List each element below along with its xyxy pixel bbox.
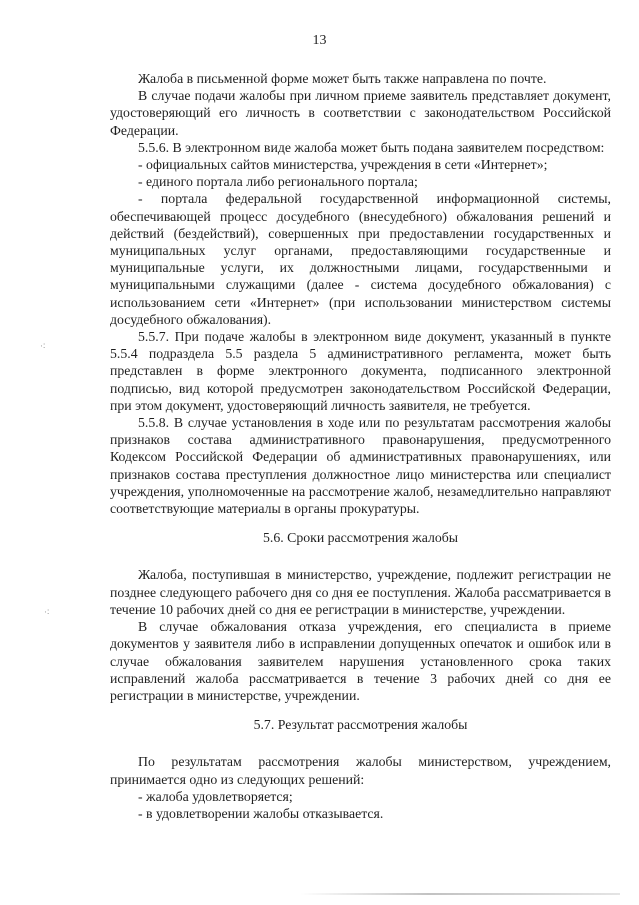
list-item: - единого портала либо регионального портала;: [138, 174, 418, 190]
paragraph: В случае обжалования отказа учреждения, его специалиста в приеме документов у заявителя либо в исправлении допущенных опечаток и ошибок или в случае обжалования заявителем нарушения установленного срока таких исправлений жалоба рассматривается в течение 3 рабочих дней со дня ее регистрации в министерстве, учреждении.: [110, 619, 611, 703]
section-heading-5-6: 5.6. Сроки рассмотрения жалобы: [262, 530, 459, 546]
paragraph-clause-5-5-6: 5.5.6. В электронном виде жалоба может быть подана заявителем посредством:: [138, 139, 605, 155]
paragraph-clause-5-5-8: 5.5.8. В случае установления в ходе или по результатам рассмотрения жалобы признаков состава административного правонарушения, предусмотренного Кодексом Российской Федерации об административных правонарушениях, или признаков состава преступления должностное лицо министерства или специалист учреждения, уполномоченные на рассмотрение жалоб, незамедлительно направляют соответствующие материалы в органы прокуратуры.: [110, 415, 611, 517]
scan-artifact: ·∶: [44, 607, 50, 617]
page-number: 13: [312, 33, 327, 48]
scan-artifact: ·∶: [40, 341, 46, 351]
list-item: - жалоба удовлетворяется;: [138, 788, 293, 804]
paragraph: Жалоба, поступившая в министерство, учреждение, подлежит регистрации не позднее следующего рабочего дня со дня ее поступления. Жалоба рассматривается в течение 10 рабочих дней со дня ее регистрации в министерстве, учреждении.: [110, 567, 611, 617]
paragraph: В случае подачи жалобы при личном приеме заявитель представляет документ, удостоверяющий его личность в соответствии с законодательством Российской Федерации.: [110, 88, 611, 138]
section-heading-5-7: 5.7. Результат рассмотрения жалобы: [253, 717, 468, 733]
paragraph: Жалоба в письменной форме может быть также направлена по почте.: [138, 71, 547, 86]
list-item: - в удовлетворении жалобы отказывается.: [138, 805, 384, 821]
paragraph: По результатам рассмотрения жалобы министерством, учреждением, принимается одно из следующих решений:: [110, 754, 611, 787]
scan-edge-shadow: [300, 893, 620, 895]
paragraph-clause-5-5-7: 5.5.7. При подаче жалобы в электронном виде документ, указанный в пункте 5.5.4 подраздела 5.5 раздела 5 административного регламента, может быть представлен в форме электронного документа, подписанного электронной подписью, вид которой предусмотрен законодательством Российской Федерации, при этом документ, удостоверяющий личность заявителя, не требуется.: [110, 329, 611, 413]
list-item: - портала федеральной государственной информационной системы, обеспечивающей процесс досудебного (внесудебного) обжалования решений и действий (бездействий), совершенных при предоставлении государственных и муниципальных услуг органами, предоставляющими государственные и муниципальные услуги, их должностными лицами, государственными и муниципальными служащими (далее - система досудебного обжалования) с использованием сети «Интернет» (при использовании министерством системы досудебного обжалования).: [110, 191, 611, 327]
list-item: - официальных сайтов министерства, учреждения в сети «Интернет»;: [138, 157, 548, 173]
document-body: [110, 70, 611, 822]
